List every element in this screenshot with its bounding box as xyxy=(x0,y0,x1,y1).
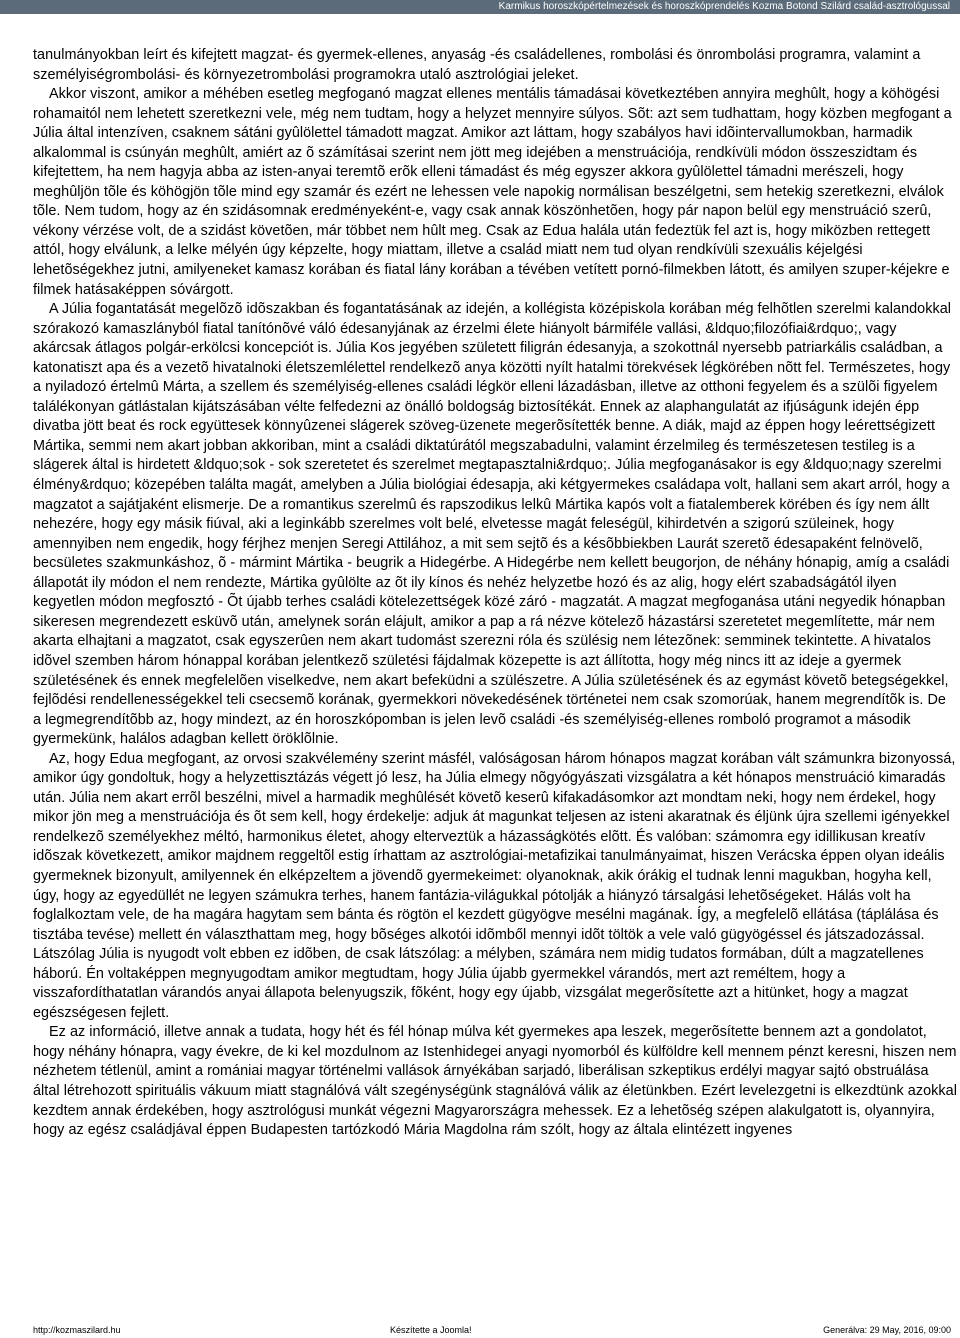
paragraph-4: Az, hogy Edua megfogant, az orvosi szakvélemény szerint másfél, valóságosan három hónapos magzat korában vált számunkra bizonyossá, amikor úgy gondoltuk, hogy a helyzettisztázás végett jó lesz, ha Júlia elmegy nõgyógyászati vizsgálatra a két hónapos menstruáció kimaradás után. Júlia nem akart errõl beszélni, mivel a harmadik meghûlését követõ keserû kifakadásomkor azt mondtam neki, hogy nem érdekel, hogy mikor jön meg a menstruációja és õt sem kell, hogy érdekelje: adjuk át magunkat teljesen az isteni akaratnak és éljünk újra szellemi igényekkel rendelkezõ személyekhez méltó, harmonikus életet, ahogy elterveztük a házasságkötés elõtt. És valóban: számomra egy idillikusan kreatív idõszak következett, amikor majdnem reggeltõl estig írhattam az asztrológiai-metafizikai tanulmányaimat, hiszen Verácska éppen olyan ideális gyermeknek bizonyult, amilyennek én elképzeltem a jövendõ gyermekeimet: olyanoknak, akik órákig el tudnak lenni magukban, hogyha kell, úgy, hogy az egyedüllét ne legyen számukra terhes, hanem fantázia-világukkal pótolják a hiányzó társalgási lehetõségeket. Hálás volt ha foglalkoztam vele, de ha magára hagytam sem bánta és rögtön el kezdett gügyögve mesélni magának. Így, a megfelelõ ellátása (táplálása és tisztába tevése) mellett én választhattam meg, hogy bõséges alkotói idõmből mennyi idõt töltök a vele való gügyögéssel és játszadozással. Látszólag Júlia is nyugodt volt ebben ez idõben, de csak látszólag: a mélyben, számára nem midig tudatos formában, dúlt a magzatellenes háború. Én voltaképpen megnyugodtam amikor megtudtam, hogy Júlia újabb gyermekkel várandós, mert azt reméltem, hogy a visszafordíthatatlan várandós anyai állapota belenyugszik, fõként, hogy egy újabb, vizsgálat megerõsítette azt a hitünket, hogy a magzat egészségesen fejlett. xyxy=(33,750,956,1021)
footer-url: http://kozmaszilard.hu xyxy=(33,1325,121,1335)
page-footer xyxy=(33,1324,951,1336)
paragraph-3: A Júlia fogantatását megelõzõ idõszakban és fogantatásának az idején, a kollégista középiskola korában még felhõtlen szerelmi kalandokkal szórakozó kamaszlányból fiatal tanítónõvé váló édesanyjának az érzelmi élete hiányolt bármiféle vallási, &ldquo;filozófiai&rdquo;, vagy akárcsak átlagos polgár-erkölcsi koncepciót is. Júlia Kos jegyében született filigrán édesanyja, a szokottnál nyersebb patriarkális családban, a katonatiszt apa és a vezetõ hivatalnoki életszemlélettel rendelkezõ anya közötti nyílt hatalmi törekvések légkörében nõtt fel. Természetes, hogy a nyiladozó értelmû Márta, a szellem és személyiség-ellenes családi légkör elleni lázadásban, illetve az otthoni fegyelem és a szülõi figyelem találékonyan gátlástalan kijátszásában vélte felfedezni az önálló boldogság biztosítékát. Ennek az alaphangulatát az ifjúságunk idején épp divatba jött beat és rock együttesek könnyûzenei slágerek szöveg-üzenete megerõsítették benne. A diák, majd az éppen hogy leérettségizett Mártika, semmi nem akart jobban akkoriban, mint a családi diktatúrától megszabadulni, valamint érzelmileg és természetesen testileg is a slágerek által is hirdetett &ldquo;sok - sok szeretetet és szerelmet megtapasztalni&rdquo;. Júlia megfoganásakor is egy &ldquo;nagy szerelmi élmény&rdquo; közepében találta magát, amelyben a Júlia biológiai édesapja, aki kétgyermekes családapa volt, hallani sem akart arról, hogy a magzatot a sajátjaként elismerje. De a romantikus szerelmû és rapszodikus lelkû Mártika kapós volt a fiatalemberek körében és így nem állt nehezére, hogy egy másik fiúval, aki a leginkább szerelmes volt belé, elvetesse magát feleségül, kihirdetvén a szigorú szüleinek, hogy amennyiben nem engedik, hogy férjhez menjen Seregi Attilához, a mit sem sejtõ és a késõbbiekben Laurát szeretõ édesapaként felnövelõ, becsületes szakmunkáshoz, õ - mármint Mártika - beugrik a Hidegérbe. A Hidegérbe nem kellett beugorjon, de néhány hónapig, amíg a családi állapotát ily módon el nem rendezte, Mártika gyûlölte az õt ily kínos és nehéz helyzetbe hozó és az alig, hogy elért szabadságától ilyen kegyetlen módon megfosztó - Õt újabb terhes családi kötelezettségek közé záró - magzatát. A magzat megfoganása utáni negyedik hónapban sikeresen megrendezett esküvõ után, amelynek során elájult, amikor a pap a rá nézve kötelezõ házastársi szeretetet megemlítette, már nem akarta elhajtani a magzatot, csak egyszerûen nem akart tudomást szerezni róla és szülésig nem létezõnek: semminek tekintette. A hivatalos idõvel szemben három hónappal korában jelentkezõ születési fájdalmak közepette is azt állította, hogy még nincs itt az ideje a gyermek születésének és ennek megfelelõen viselkedve, nem akart befeküdni a szülészetre. A Júlia születésének és az egymást követõ betegségekkel, fejlõdési rendellenességekkel teli csecsemõ korának, gyermekkori növekedésének történetei nem csak szomorúak, hanem megrendítõk is. De a legmegrendítõbb az, hogy mindezt, az én horoszkópomban is jelen levõ családi -és személyiség-ellenes romboló programot a második gyermekünk, halálos adagban kellett öröklõlnie. xyxy=(33,301,952,748)
paragraph-5: Ez az információ, illetve annak a tudata, hogy hét és fél hónap múlva két gyermekes apa leszek, megerõsítette bennem azt a gondolatot, hogy néhány hónapra, vagy évekre, de ki kel mozdulnom az Istenhidegei anyagi nyomorból és külföldre kell mennem pénzt keresni, hiszen nem nézhetem tétlenül, amint a romániai magyar történelmi vallások árnyékában sarjadó, liberálisan szkeptikus erdélyi magyar sajtó obstruálása által létrehozott spirituális vákuum miatt stagnálóvá vált szegénységünk stagnálóvá válik az életünkben. Ezért levelezgetni is elkezdtünk azokkal kezdtem annak érdekében, hogy asztrológusi munkát végezni Magyarországra mehessek. Ez a lehetõség szépen alakulgatott is, olyannyira, hogy az egész családjával éppen Budapesten tartózkodó Mária Magdolna rám szólt, hogy az általa elintézett ingyenes xyxy=(33,1024,957,1139)
article-body xyxy=(33,46,957,1141)
site-title: Karmikus horoszkópértelmezések és horoszkóprendelés Kozma Botond Szilárd család-asztrológussal xyxy=(498,1,950,12)
footer-generated-date: Generálva: 29 May, 2016, 09:00 xyxy=(823,1325,951,1335)
paragraph-1: tanulmányokban leírt és kifejtett magzat- és gyermek-ellenes, anyaság -és családellenes, rombolási és önrombolási programra, valamint a személyiségrombolási- és környezetrombolási programokra utaló asztrológiai jeleket. xyxy=(33,47,921,83)
footer-made-with: Készítette a Joomla! xyxy=(390,1325,472,1335)
header-bar xyxy=(0,0,960,14)
paragraph-2: Akkor viszont, amikor a méhében esetleg megfoganó magzat ellenes mentális támadásai következtében annyira meghûlt, hogy a köhögési rohamaitól nem lehetett szeretkezni vele, még nem tudtam, hogy a helyzet mennyire súlyos. Sõt: azt sem tudhattam, hogy közben megfogant a Júlia által intenzíven, csaknem sátáni gyûlölettel támadott magzat. Amikor azt láttam, hogy szabályos havi idõintervallumokban, harmadik alkalommal is csúnyán meghûlt, amiért az õ számításai szerint nem jött meg idejében a menstruációja, rendkívüli módon összeszidtam és kifejtettem, ha nem hagyja abba az isten-anyai teremtõ erõk elleni támadást és még egyszer akkora gyûlölettel támadni merészeli, hogy meghûljön tõle és köhögjön tõle mind egy szamár és ezért ne lehessen vele napokig normálisan beszélgetni, sem hetekig szeretkezni, elválok tõle. Nem tudom, hogy az én szidásomnak eredményeként-e, vagy csak annak köszönhetõen, hogy pár napon belül egy menstruáció szerû, vékony vérzése volt, de a szidást követõen, már többet nem hûlt meg. Csak az Edua halála után fedeztük fel azt is, hogy miközben rettegett attól, hogy elválunk, a lelke mélyén úgy képzelte, hogy miattam, illetve a család miatt nem tud olyan rendkívüli szexuális kéjelgési lehetõségekhez jutni, amilyeneket kamasz korában és fiatal lány korában a tévében vetített pornó-filmekben látott, és amilyen szuper-kéjekre e filmek hatásaképpen sóvárgott. xyxy=(33,86,952,298)
